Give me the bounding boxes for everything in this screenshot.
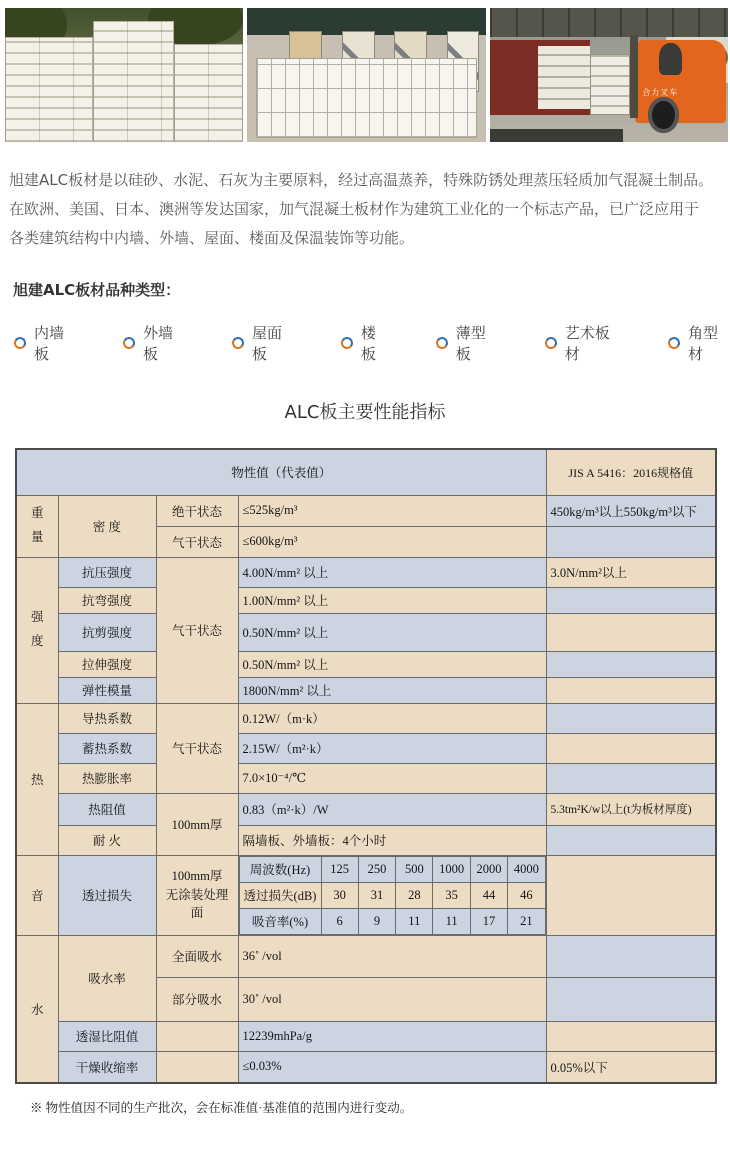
property-cell: 弹性模量 <box>58 677 156 703</box>
intro-line: 在欧洲、美国、日本、澳洲等发达国家，加气混凝土板材作为建筑工业化的一个标志产品，已广泛应用于 <box>9 200 700 218</box>
ring-bullet-icon <box>13 336 27 350</box>
condition-cell: 绝干状态 <box>156 495 238 526</box>
sound-value: 11 <box>396 908 433 934</box>
sound-value: 11 <box>433 908 470 934</box>
ring-bullet-icon <box>231 336 245 350</box>
condition-air-dry: 气干状态 <box>156 557 238 703</box>
sound-data-cell <box>238 855 546 935</box>
jis-empty-cell <box>546 651 716 677</box>
sound-value: 500 <box>396 856 433 882</box>
category-strength: 强度 <box>16 557 58 703</box>
jis-cell: 450kg/m³以上550kg/m³以下 <box>546 495 716 526</box>
jis-empty-cell <box>546 677 716 703</box>
value-cell: 0.12W/（m·k） <box>238 703 546 733</box>
sound-value: 250 <box>358 856 395 882</box>
property-cell: 抗弯强度 <box>58 587 156 613</box>
forklift-wheel <box>648 97 679 134</box>
type-item-angle[interactable] <box>668 322 730 364</box>
ring-bullet-icon <box>122 336 136 350</box>
sound-value: 35 <box>433 882 470 908</box>
property-cell: 热膨胀率 <box>58 763 156 793</box>
jis-cell: 5.3tm²K/w以上(t为板材厚度) <box>546 793 716 825</box>
header-jis-standard: JIS A 5416：2016规格值 <box>546 449 716 495</box>
jis-empty-cell <box>546 855 716 935</box>
sound-value: 30 <box>321 882 358 908</box>
property-transmission-loss: 透过损失 <box>58 855 156 935</box>
condition-cell: 部分吸水 <box>156 977 238 1021</box>
property-water-absorption: 吸水率 <box>58 935 156 1021</box>
forklift-mast <box>630 35 638 118</box>
ring-bullet-icon <box>340 336 354 350</box>
jis-cell: 3.0N/mm²以上 <box>546 557 716 587</box>
photo-forklift-loading <box>490 8 728 142</box>
property-cell: 蓄热系数 <box>58 733 156 763</box>
value-cell: 36˚ /vol <box>238 935 546 977</box>
type-item-interior-wall[interactable] <box>14 322 76 364</box>
property-cell: 拉伸强度 <box>58 651 156 677</box>
warehouse-roof <box>490 8 728 37</box>
sound-value: 31 <box>358 882 395 908</box>
types-heading: 旭建ALC板材品种类型： <box>13 281 181 299</box>
performance-table <box>15 448 717 1084</box>
value-cell: ≤0.03% <box>238 1051 546 1083</box>
forklift <box>635 40 726 123</box>
jis-empty-cell <box>546 733 716 763</box>
value-cell: 0.50N/mm² 以上 <box>238 613 546 651</box>
jis-empty-cell <box>546 1021 716 1051</box>
intro-paragraph <box>0 142 730 253</box>
condition-air-dry: 气干状态 <box>156 703 238 793</box>
category-water: 水 <box>16 935 58 1083</box>
panel-stack <box>93 21 174 142</box>
marble-band <box>247 8 485 35</box>
cargo-container <box>490 40 590 115</box>
empty-condition-cell <box>156 1051 238 1083</box>
types-list <box>14 322 730 364</box>
sound-value: 2000 <box>470 856 507 882</box>
sound-value: 46 <box>508 882 545 908</box>
property-cell: 耐 火 <box>58 825 156 855</box>
sound-value: 9 <box>358 908 395 934</box>
sound-value: 1000 <box>433 856 470 882</box>
property-cell: 干燥收缩率 <box>58 1051 156 1083</box>
value-cell: 1.00N/mm² 以上 <box>238 587 546 613</box>
type-label: 内墙板 <box>34 324 65 363</box>
category-sound: 音 <box>16 855 58 935</box>
sound-value: 44 <box>470 882 507 908</box>
type-item-art[interactable] <box>545 322 621 364</box>
sound-value: 17 <box>470 908 507 934</box>
type-label: 外墙板 <box>143 324 174 363</box>
property-cell: 热阻值 <box>58 793 156 825</box>
value-cell: ≤600kg/m³ <box>238 526 546 557</box>
ring-bullet-icon <box>435 336 449 350</box>
ring-bullet-icon <box>544 336 558 350</box>
jis-empty-cell <box>546 587 716 613</box>
ring-bullet-icon <box>667 336 681 350</box>
table-title: ALC板主要性能指标 <box>284 402 446 423</box>
jis-empty-cell <box>546 825 716 855</box>
footnote: ※ 物性值因不同的生产批次，会在标准值·基准值的范围内进行变动。 <box>30 1101 413 1115</box>
property-cell: 透湿比阻值 <box>58 1021 156 1051</box>
header-physical-values: 物性值（代表值） <box>16 449 546 495</box>
photo-strip <box>0 0 730 142</box>
value-cell: 12239mhPa/g <box>238 1021 546 1051</box>
condition-cell: 气干状态 <box>156 526 238 557</box>
type-label: 艺术板材 <box>564 324 610 363</box>
sound-value: 6 <box>321 908 358 934</box>
type-label: 薄型板 <box>455 324 486 363</box>
value-cell: 隔墙板、外墙板：4个小时 <box>238 825 546 855</box>
jis-empty-cell <box>546 526 716 557</box>
property-cell: 导热系数 <box>58 703 156 733</box>
type-item-thin[interactable] <box>436 322 498 364</box>
panel-stack <box>5 37 93 142</box>
value-cell: 1800N/mm² 以上 <box>238 677 546 703</box>
jis-empty-cell <box>546 935 716 977</box>
property-cell: 抗压强度 <box>58 557 156 587</box>
jis-empty-cell <box>546 763 716 793</box>
photo-panel-stockyard <box>5 8 243 142</box>
sound-row-label: 吸音率(%) <box>239 908 321 934</box>
sound-value: 21 <box>508 908 545 934</box>
value-cell: 30˚ /vol <box>238 977 546 1021</box>
jis-cell: 0.05%以下 <box>546 1051 716 1083</box>
value-cell: 0.50N/mm² 以上 <box>238 651 546 677</box>
sound-value: 125 <box>321 856 358 882</box>
tile-wall-display <box>257 59 476 137</box>
intro-line: 旭建ALC板材是以硅砂、水泥、石灰为主要原料，经过高温蒸养，特殊防锈处理蒸压轻质加气混凝土制品。 <box>9 171 714 189</box>
forklift-driver <box>659 43 683 75</box>
jis-empty-cell <box>546 977 716 1021</box>
value-cell: 2.15W/（m²·k） <box>238 733 546 763</box>
sound-frequency-table <box>239 856 546 935</box>
forklift-brand-text: 合力叉车 <box>642 88 679 98</box>
sound-row-label: 透过损失(dB) <box>239 882 321 908</box>
property-density: 密 度 <box>58 495 156 557</box>
type-item-roof[interactable] <box>232 322 294 364</box>
loaded-panels <box>538 46 590 109</box>
sound-value: 28 <box>396 882 433 908</box>
value-cell: 4.00N/mm² 以上 <box>238 557 546 587</box>
type-label: 角型材 <box>688 324 719 363</box>
sound-row-label: 周波数(Hz) <box>239 856 321 882</box>
sound-value: 4000 <box>508 856 545 882</box>
condition-100mm: 100mm厚 <box>156 793 238 855</box>
panel-stack-on-forks <box>590 54 631 116</box>
condition-100mm-uncoated <box>156 855 238 935</box>
photo-showroom-samples <box>247 8 485 142</box>
type-item-floor[interactable] <box>341 322 389 364</box>
condition-line: 100mm厚 <box>171 868 223 883</box>
jis-empty-cell <box>546 613 716 651</box>
type-label: 楼板 <box>361 324 377 363</box>
value-cell: ≤525kg/m³ <box>238 495 546 526</box>
panel-stack <box>174 44 243 142</box>
type-item-exterior-wall[interactable] <box>123 322 185 364</box>
property-cell: 抗剪强度 <box>58 613 156 651</box>
value-cell: 0.83（m²·k）/W <box>238 793 546 825</box>
empty-condition-cell <box>156 1021 238 1051</box>
condition-line: 无涂装处理面 <box>165 887 229 921</box>
category-weight: 重量 <box>16 495 58 557</box>
category-thermal: 热 <box>16 703 58 855</box>
type-label: 屋面板 <box>252 324 283 363</box>
condition-cell: 全面吸水 <box>156 935 238 977</box>
intro-line: 各类建筑结构中内墙、外墙、屋面、楼面及保温装饰等功能。 <box>9 229 415 247</box>
value-cell: 7.0×10⁻⁴/℃ <box>238 763 546 793</box>
jis-empty-cell <box>546 703 716 733</box>
truck-bed <box>490 129 623 142</box>
